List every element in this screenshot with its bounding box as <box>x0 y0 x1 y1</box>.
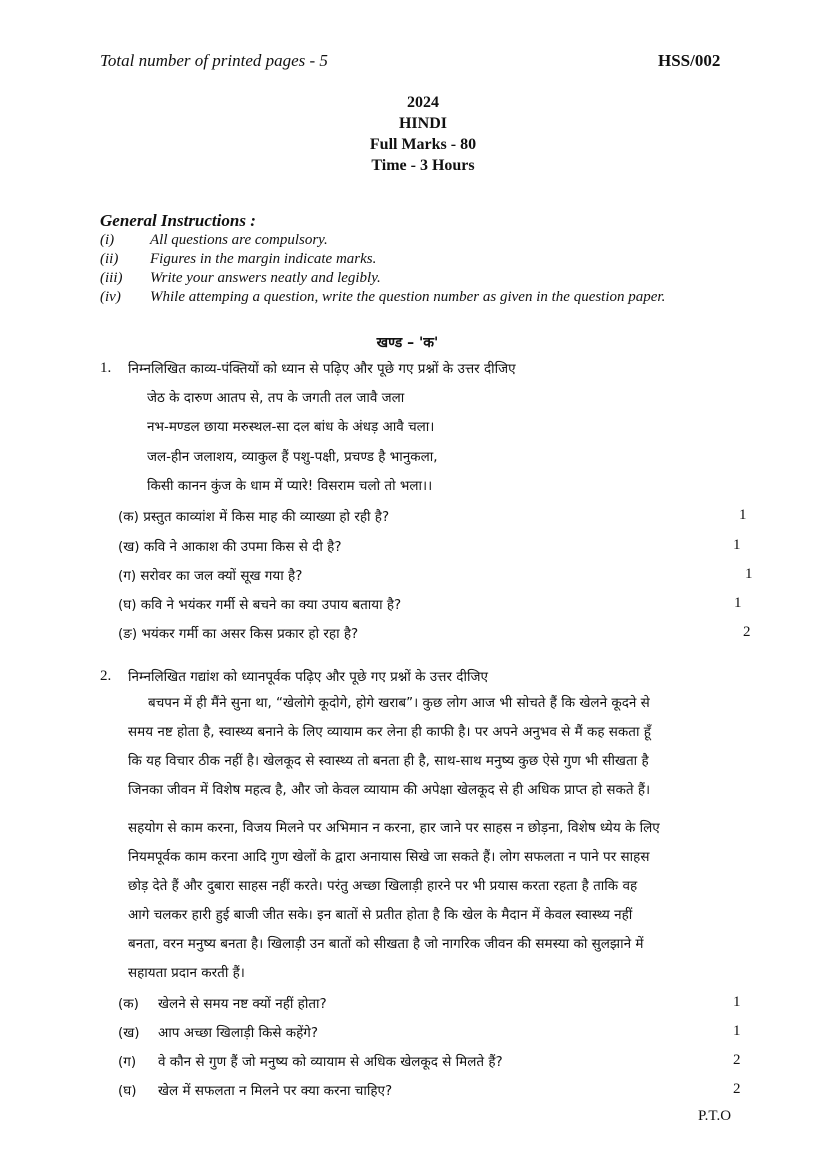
passage-line: कि यह विचार ठीक नहीं है। खेलकूद से स्वास्थ्य तो बनता ही है, साथ-साथ मनुष्य कुछ ऐसे गुण भी सीखता है <box>128 753 649 769</box>
q2-sub-number: (ख) <box>118 1025 140 1041</box>
paper-code: HSS/002 <box>658 51 721 70</box>
verse-line: जेठ के दारुण आतप से, तप के जगती तल जावै जला <box>147 390 405 406</box>
passage-line: बनता, वरन मनुष्य बनता है। खिलाड़ी उन बातों को सीखता है जो नागरिक जीवन की समस्या को सुलझाने में <box>128 936 644 952</box>
passage-line: सहायता प्रदान करती हैं। <box>128 965 245 981</box>
verse-line: जल-हीन जलाशय, व्याकुल हैं पशु-पक्षी, प्रचण्ड है भानुकला, <box>147 449 438 465</box>
section-title: खण्ड – 'क' <box>376 335 439 351</box>
question-2-prompt: निम्नलिखित गद्यांश को ध्यानपूर्वक पढ़िए और पूछे गए प्रश्नों के उत्तर दीजिए <box>128 669 488 685</box>
marks: 1 <box>733 1023 741 1039</box>
q1-sub-question: (ग) सरोवर का जल क्यों सूख गया है? <box>118 568 303 584</box>
instruction-number: (iv) <box>100 289 121 305</box>
q1-sub-question: (ख) कवि ने आकाश की उपमा किस से दी है? <box>118 539 342 555</box>
question-1-prompt: निम्नलिखित काव्य-पंक्तियों को ध्यान से पढ़िए और पूछे गए प्रश्नों के उत्तर दीजिए <box>128 361 516 377</box>
marks: 2 <box>733 1081 741 1097</box>
marks: 1 <box>733 994 741 1010</box>
q2-sub-question: खेलने से समय नष्ट क्यों नहीं होता? <box>158 996 327 1012</box>
verse-line: किसी कानन कुंज के धाम में प्यारे! विसराम चलो तो भला।। <box>147 478 433 494</box>
marks: 1 <box>733 537 741 553</box>
marks: 1 <box>745 566 753 582</box>
instruction-text: Figures in the margin indicate marks. <box>150 251 377 267</box>
question-2-number: 2. <box>100 668 112 684</box>
marks: 2 <box>743 624 751 640</box>
instruction-text: While attemping a question, write the question number as given in the question paper. <box>150 289 666 305</box>
full-marks: Full Marks - 80 <box>369 136 477 153</box>
q2-sub-number: (घ) <box>118 1083 137 1099</box>
instruction-number: (i) <box>100 232 115 248</box>
exam-year: 2024 <box>407 94 439 111</box>
passage-line: समय नष्ट होता है, स्वास्थ्य बनाने के लिए व्यायाम कर लेना ही काफी है। पर अपने अनुभव से मैं कह सकता हूँ <box>128 724 651 740</box>
instructions-title: General Instructions : <box>100 211 256 230</box>
q2-sub-question: आप अच्छा खिलाड़ी किसे कहेंगे? <box>158 1025 319 1041</box>
passage-line: बचपन में ही मैंने सुना था, “खेलोगे कूदोगे, होगे खराब”। कुछ लोग आज भी सोचते हैं कि खेलने कूदने से <box>148 695 650 711</box>
passage-line: नियमपूर्वक काम करना आदि गुण खेलों के द्वारा अनायास सिखे जा सकते हैं। लोग सफलता न पाने पर साहस <box>128 849 650 865</box>
exam-subject: HINDI <box>398 115 447 132</box>
instruction-number: (ii) <box>100 251 119 267</box>
instruction-text: Write your answers neatly and legibly. <box>150 270 381 286</box>
verse-line: नभ-मण्डल छाया मरुस्थल-सा दल बांध के अंधड़ आवै चला। <box>147 419 435 435</box>
question-1-number: 1. <box>100 360 112 376</box>
instruction-number: (iii) <box>100 270 123 286</box>
q2-sub-number: (क) <box>118 996 139 1012</box>
passage-line: जिनका जीवन में विशेष महत्व है, और जो केवल व्यायाम की अपेक्षा खेलकूद से ही अधिक प्राप्त हो सकते हैं। <box>128 782 651 798</box>
q1-sub-question: (ङ) भयंकर गर्मी का असर किस प्रकार हो रहा है? <box>118 626 359 642</box>
q2-sub-question: वे कौन से गुण हैं जो मनुष्य को व्यायाम से अधिक खेलकूद से मिलते हैं? <box>158 1054 503 1070</box>
please-turn-over: P.T.O <box>698 1108 732 1124</box>
passage-line: छोड़ देते हैं और दुबारा साहस नहीं करते। परंतु अच्छा खिलाड़ी हारने पर भी प्रयास करता रहता है ताकि वह <box>128 878 638 894</box>
q1-sub-question: (क) प्रस्तुत काव्यांश में किस माह की व्याख्या हो रही है? <box>118 509 390 525</box>
printed-pages-note: Total number of printed pages - 5 <box>100 51 328 70</box>
marks: 1 <box>734 595 742 611</box>
instruction-text: All questions are compulsory. <box>150 232 328 248</box>
q2-sub-number: (ग) <box>118 1054 137 1070</box>
exam-time: Time - 3 Hours <box>371 157 475 174</box>
q1-sub-question: (घ) कवि ने भयंकर गर्मी से बचने का क्या उपाय बताया है? <box>118 597 402 613</box>
passage-line: सहयोग से काम करना, विजय मिलने पर अभिमान न करना, हार जाने पर साहस न छोड़ना, विशेष ध्येय के लिए <box>128 820 660 836</box>
q2-sub-question: खेल में सफलता न मिलने पर क्या करना चाहिए? <box>158 1083 393 1099</box>
passage-line: आगे चलकर हारी हुई बाजी जीत सके। इन बातों से प्रतीत होता है कि खेल के मैदान में केवल स्वास्थ्य नहीं <box>128 907 633 923</box>
marks: 1 <box>739 507 747 523</box>
marks: 2 <box>733 1052 741 1068</box>
